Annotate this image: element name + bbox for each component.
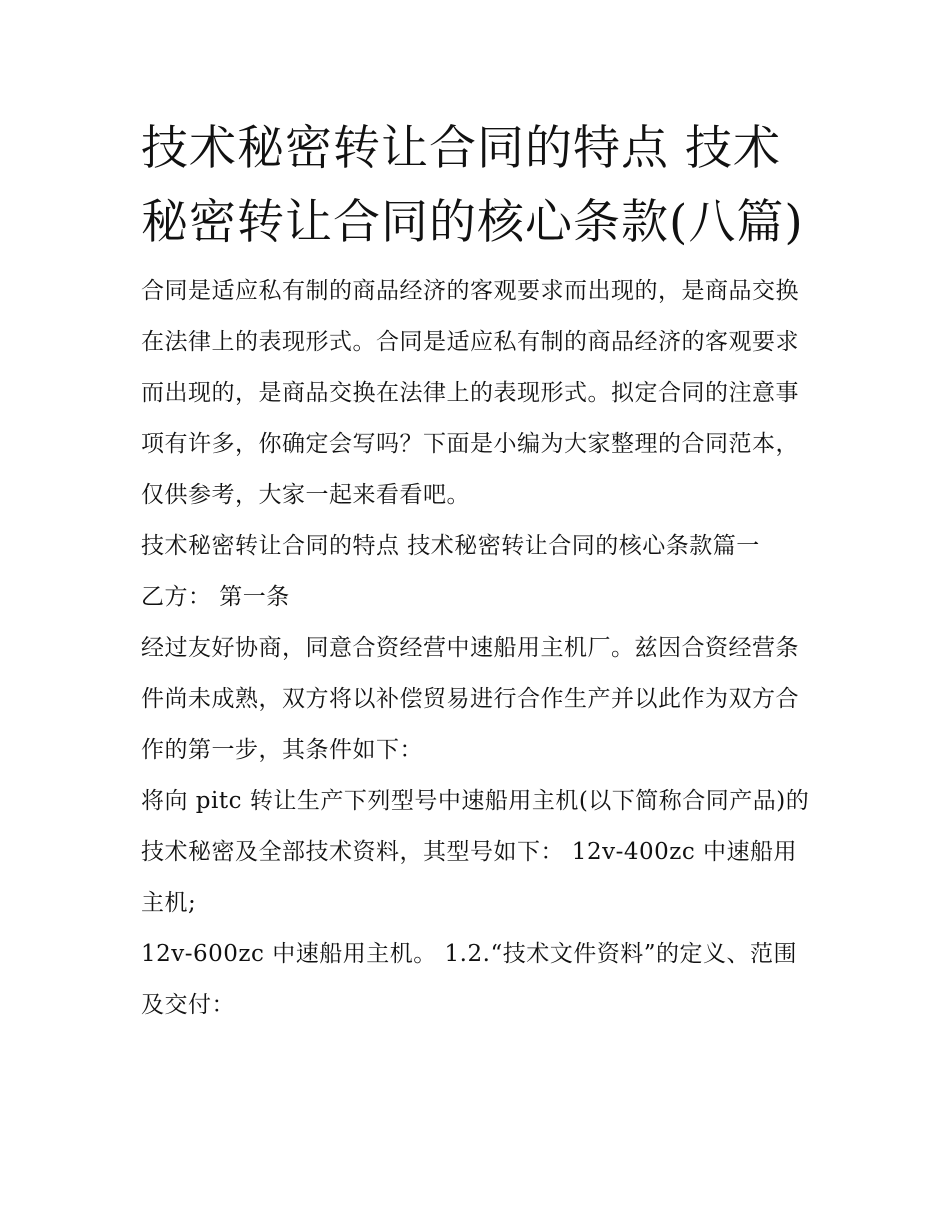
document-page — [141, 112, 813, 1031]
section-heading: 技术秘密转让合同的特点 技术秘密转让合同的核心条款篇一 — [141, 533, 760, 559]
document-title: 技术秘密转让合同的特点 技术秘密转让合同的核心条款(八篇) — [141, 121, 804, 250]
party-line: 乙方： 第一条 — [141, 584, 290, 610]
body-paragraph: 12v-600zc 中速船用主机。 1.2.“技术文件资料”的定义、范围及交付： — [141, 941, 797, 1018]
body-paragraph: 将向 pitc 转让生产下列型号中速船用主机(以下简称合同产品)的技术秘密及全部技术资料，其型号如下： 12v-400zc 中速船用主机; — [141, 788, 810, 916]
intro-paragraph: 合同是适应私有制的商品经济的客观要求而出现的，是商品交换在法律上的表现形式。合同是适应私有制的商品经济的客观要求而出现的，是商品交换在法律上的表现形式。拟定合同的注意事项有许多，你确定会写吗？下面是小编为大家整理的合同范本，仅供参考，大家一起来看看吧。 — [141, 278, 799, 508]
body-paragraph: 经过友好协商，同意合资经营中速船用主机厂。兹因合资经营条件尚未成熟，双方将以补偿贸易进行合作生产并以此作为双方合作的第一步，其条件如下： — [141, 635, 799, 763]
